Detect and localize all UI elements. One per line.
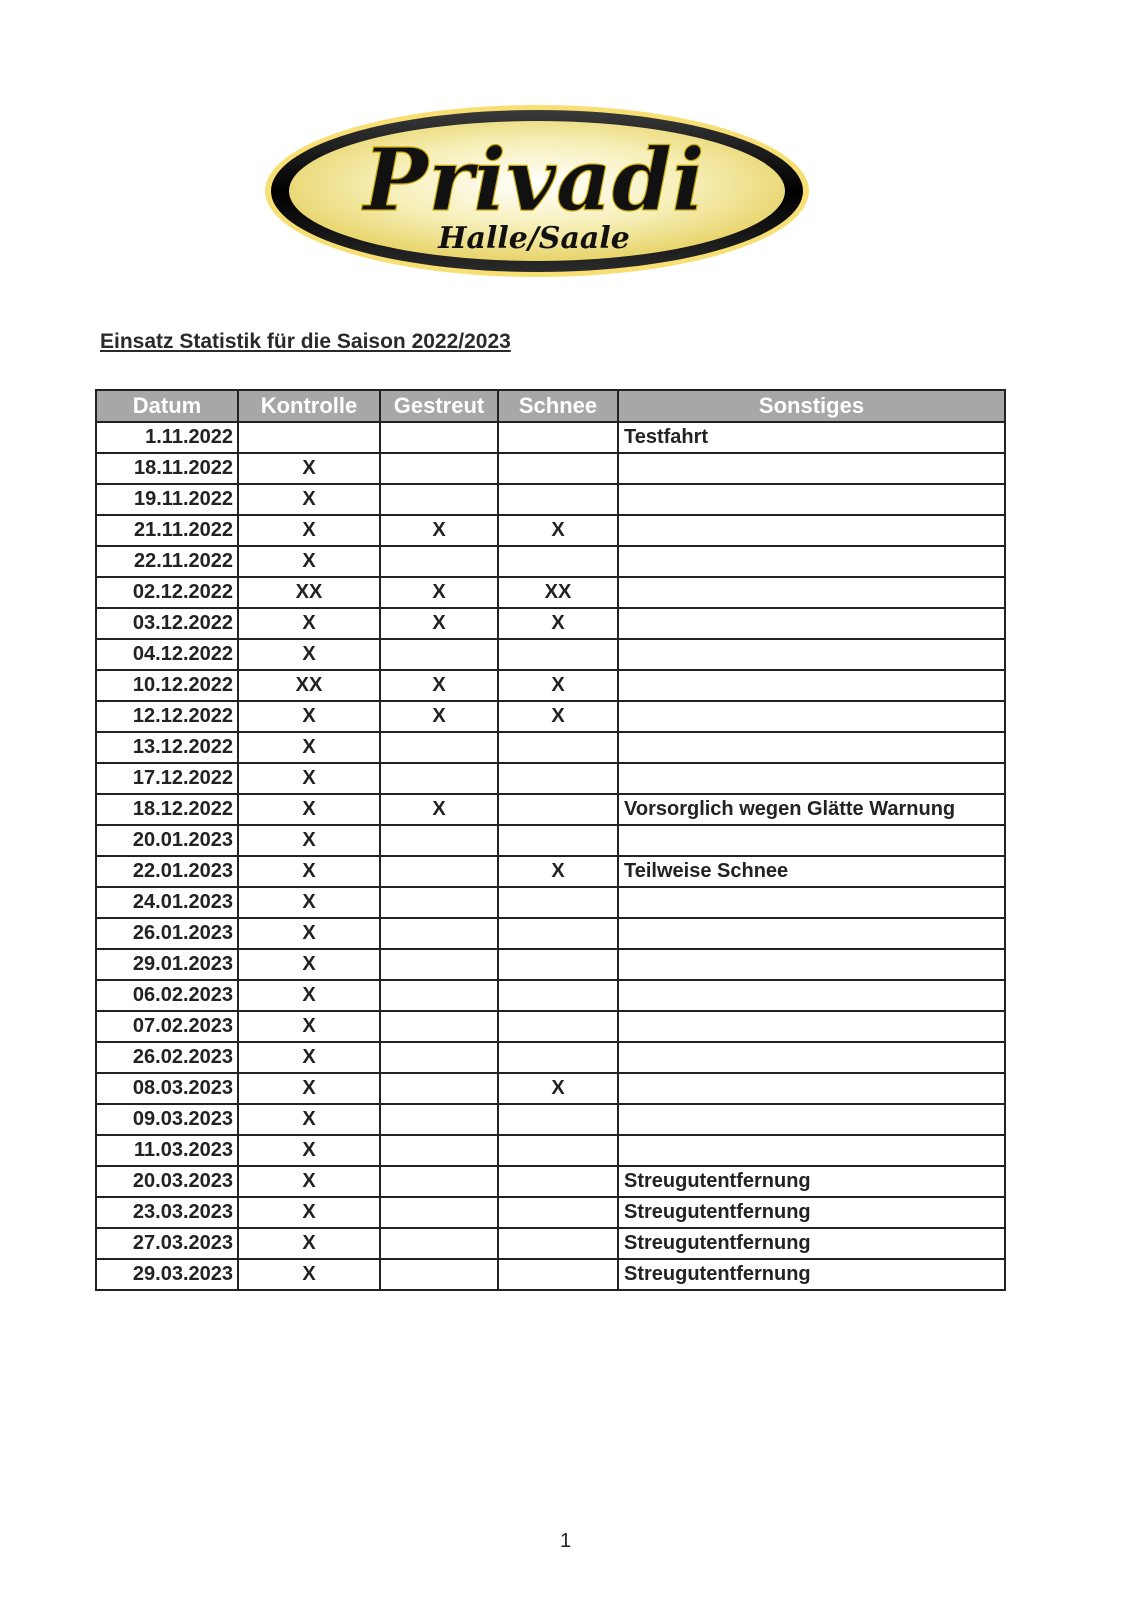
cell-sonstiges [618,763,1005,794]
cell-gestreut [380,918,498,949]
table-row [96,670,1005,701]
cell-schnee [498,887,618,918]
cell-sonstiges: Streugutentfernung [618,1228,1005,1259]
cell-schnee [498,639,618,670]
cell-schnee [498,794,618,825]
cell-datum: 07.02.2023 [96,1011,238,1042]
cell-schnee [498,825,618,856]
table-row [96,453,1005,484]
cell-kontrolle: X [238,1166,380,1197]
cell-kontrolle: X [238,1011,380,1042]
cell-sonstiges [618,949,1005,980]
cell-gestreut [380,1042,498,1073]
cell-kontrolle: X [238,1042,380,1073]
cell-sonstiges [618,546,1005,577]
table-row [96,794,1005,825]
table-row [96,546,1005,577]
cell-kontrolle: X [238,1104,380,1135]
cell-gestreut [380,1073,498,1104]
cell-sonstiges: Teilweise Schnee [618,856,1005,887]
table-row [96,732,1005,763]
cell-sonstiges: Streugutentfernung [618,1166,1005,1197]
cell-datum: 11.03.2023 [96,1135,238,1166]
cell-gestreut [380,825,498,856]
table-row [96,1104,1005,1135]
cell-datum: 29.03.2023 [96,1259,238,1290]
cell-gestreut: X [380,515,498,546]
cell-datum: 26.01.2023 [96,918,238,949]
cell-gestreut [380,1259,498,1290]
cell-kontrolle: X [238,608,380,639]
cell-sonstiges [618,453,1005,484]
cell-schnee [498,980,618,1011]
cell-kontrolle: X [238,918,380,949]
cell-schnee [498,949,618,980]
cell-datum: 12.12.2022 [96,701,238,732]
cell-datum: 20.01.2023 [96,825,238,856]
table-row [96,577,1005,608]
cell-sonstiges: Streugutentfernung [618,1197,1005,1228]
table-row [96,639,1005,670]
cell-sonstiges [618,980,1005,1011]
cell-sonstiges: Testfahrt [618,422,1005,453]
cell-sonstiges [618,1042,1005,1073]
cell-kontrolle: X [238,453,380,484]
cell-datum: 18.11.2022 [96,453,238,484]
cell-gestreut [380,1104,498,1135]
cell-sonstiges [618,887,1005,918]
cell-schnee [498,918,618,949]
cell-kontrolle [238,422,380,453]
cell-kontrolle: X [238,1228,380,1259]
cell-schnee: X [498,670,618,701]
cell-kontrolle: X [238,546,380,577]
cell-gestreut: X [380,608,498,639]
cell-schnee [498,1197,618,1228]
cell-schnee [498,732,618,763]
cell-datum: 1.11.2022 [96,422,238,453]
table-row [96,422,1005,453]
cell-gestreut [380,1197,498,1228]
cell-schnee [498,422,618,453]
cell-datum: 22.01.2023 [96,856,238,887]
cell-schnee [498,763,618,794]
table-row [96,887,1005,918]
cell-sonstiges [618,670,1005,701]
cell-kontrolle: X [238,825,380,856]
cell-gestreut [380,422,498,453]
table-header-row [96,390,1005,422]
header-schnee: Schnee [498,390,618,422]
cell-kontrolle: X [238,639,380,670]
cell-sonstiges [618,1011,1005,1042]
table-row [96,1135,1005,1166]
cell-kontrolle: X [238,856,380,887]
cell-datum: 20.03.2023 [96,1166,238,1197]
cell-datum: 08.03.2023 [96,1073,238,1104]
cell-gestreut [380,453,498,484]
cell-datum: 23.03.2023 [96,1197,238,1228]
cell-datum: 09.03.2023 [96,1104,238,1135]
logo-brand-text: Privadi [363,130,705,231]
cell-gestreut [380,639,498,670]
table-row [96,1197,1005,1228]
cell-sonstiges: Streugutentfernung [618,1259,1005,1290]
cell-schnee [498,484,618,515]
cell-schnee [498,1228,618,1259]
cell-kontrolle: X [238,887,380,918]
cell-gestreut: X [380,701,498,732]
table-row [96,484,1005,515]
cell-gestreut: X [380,670,498,701]
cell-datum: 03.12.2022 [96,608,238,639]
cell-datum: 26.02.2023 [96,1042,238,1073]
cell-kontrolle: XX [238,577,380,608]
cell-schnee: X [498,1073,618,1104]
cell-kontrolle: X [238,484,380,515]
header-sonstiges: Sonstiges [618,390,1005,422]
cell-schnee [498,1259,618,1290]
cell-datum: 10.12.2022 [96,670,238,701]
cell-datum: 27.03.2023 [96,1228,238,1259]
cell-datum: 21.11.2022 [96,515,238,546]
page-title: Einsatz Statistik für die Saison 2022/2023 [100,330,511,353]
cell-datum: 24.01.2023 [96,887,238,918]
cell-sonstiges [618,701,1005,732]
cell-kontrolle: X [238,763,380,794]
cell-datum: 22.11.2022 [96,546,238,577]
cell-kontrolle: X [238,1135,380,1166]
cell-sonstiges [618,577,1005,608]
cell-gestreut [380,1228,498,1259]
cell-sonstiges [618,1073,1005,1104]
cell-schnee: X [498,608,618,639]
cell-kontrolle: X [238,794,380,825]
cell-gestreut [380,1011,498,1042]
cell-datum: 04.12.2022 [96,639,238,670]
table-row [96,1259,1005,1290]
einsatz-table [95,389,1006,1291]
cell-gestreut [380,887,498,918]
cell-sonstiges [618,1104,1005,1135]
table-row [96,949,1005,980]
cell-datum: 13.12.2022 [96,732,238,763]
cell-gestreut: X [380,794,498,825]
cell-gestreut [380,949,498,980]
header-kontrolle: Kontrolle [238,390,380,422]
table-row [96,763,1005,794]
table-row [96,1166,1005,1197]
cell-sonstiges [618,1135,1005,1166]
cell-datum: 17.12.2022 [96,763,238,794]
cell-schnee [498,1166,618,1197]
cell-sonstiges [618,639,1005,670]
table-row [96,1073,1005,1104]
cell-sonstiges [618,484,1005,515]
header-gestreut: Gestreut [380,390,498,422]
table-row [96,980,1005,1011]
cell-datum: 02.12.2022 [96,577,238,608]
cell-kontrolle: X [238,732,380,763]
cell-kontrolle: X [238,1197,380,1228]
table-row [96,918,1005,949]
cell-schnee: X [498,701,618,732]
cell-kontrolle: X [238,1073,380,1104]
page-number: 1 [559,1530,572,1552]
cell-gestreut [380,546,498,577]
cell-sonstiges [618,608,1005,639]
cell-gestreut [380,484,498,515]
cell-datum: 19.11.2022 [96,484,238,515]
cell-sonstiges [618,732,1005,763]
cell-kontrolle: X [238,515,380,546]
table-row [96,856,1005,887]
cell-kontrolle: X [238,980,380,1011]
cell-sonstiges: Vorsorglich wegen Glätte Warnung [618,794,1005,825]
table-row [96,608,1005,639]
cell-datum: 06.02.2023 [96,980,238,1011]
cell-sonstiges [618,515,1005,546]
cell-schnee [498,1011,618,1042]
table-row [96,1228,1005,1259]
cell-schnee [498,1042,618,1073]
cell-kontrolle: X [238,949,380,980]
cell-gestreut [380,980,498,1011]
cell-gestreut [380,1166,498,1197]
table-row [96,825,1005,856]
cell-schnee [498,1104,618,1135]
cell-gestreut [380,763,498,794]
cell-kontrolle: X [238,701,380,732]
cell-sonstiges [618,825,1005,856]
table-row [96,1011,1005,1042]
privadi-logo [262,102,812,280]
cell-schnee [498,1135,618,1166]
cell-schnee [498,546,618,577]
cell-sonstiges [618,918,1005,949]
cell-kontrolle: XX [238,670,380,701]
cell-schnee: XX [498,577,618,608]
cell-gestreut [380,1135,498,1166]
header-datum: Datum [96,390,238,422]
cell-datum: 18.12.2022 [96,794,238,825]
cell-kontrolle: X [238,1259,380,1290]
cell-schnee [498,453,618,484]
table-row [96,515,1005,546]
cell-gestreut [380,732,498,763]
cell-gestreut [380,856,498,887]
cell-schnee: X [498,856,618,887]
table-row [96,701,1005,732]
logo-location-text: Halle/Saale [438,221,630,256]
cell-schnee: X [498,515,618,546]
cell-datum: 29.01.2023 [96,949,238,980]
cell-gestreut: X [380,577,498,608]
table-row [96,1042,1005,1073]
